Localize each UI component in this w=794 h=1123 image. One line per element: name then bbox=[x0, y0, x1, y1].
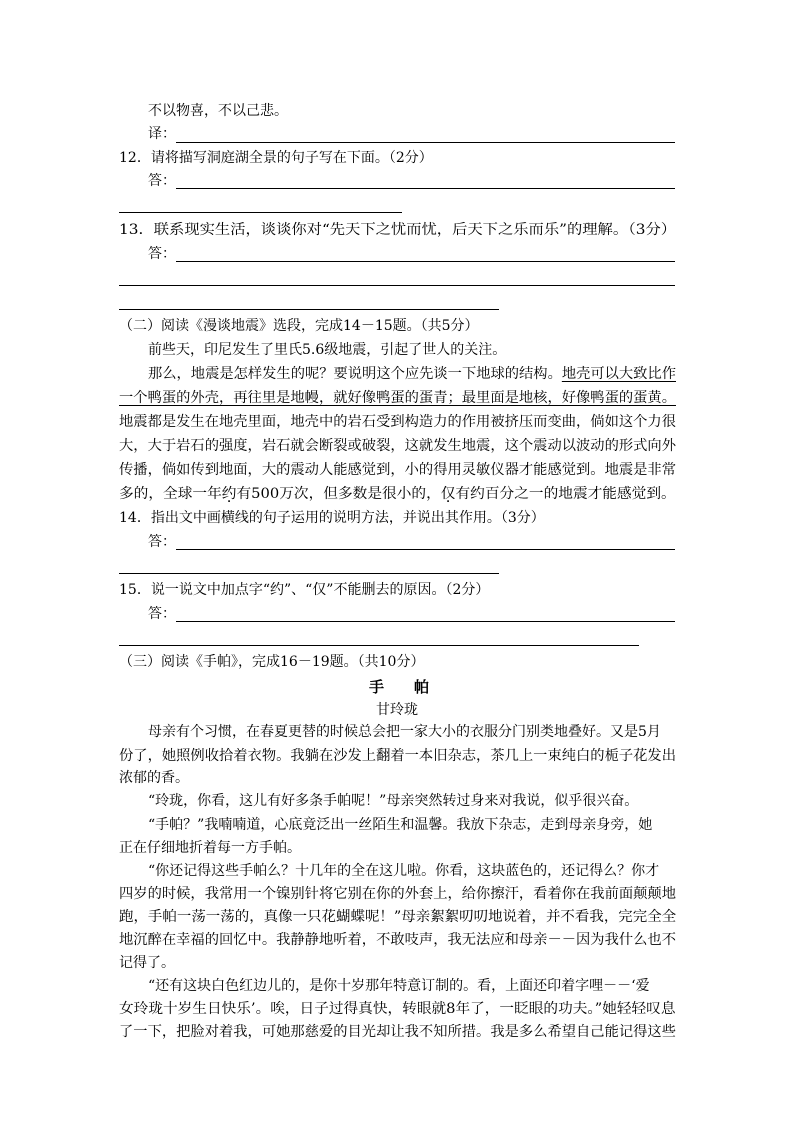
story-title bbox=[369, 677, 429, 697]
story-line: 母亲有个习惯，在春夏更替的时候总会把一家大小的衣服分门别类地叠好。又是5月 bbox=[148, 724, 661, 740]
underlined-sentence: 地壳可以大致比作 bbox=[561, 366, 676, 382]
passage-line: 传播，倘如传到地面，大的震动人能感觉到，小的得用灵敏仪器才能感觉到。地震是非常 bbox=[119, 462, 676, 478]
section-3-heading: （三）阅读《手帕》，完成16－19题。（共10分） bbox=[119, 654, 425, 670]
passage-line: 地震都是发生在地壳里面，地壳中的岩石受到构造力的作用被挤压而变曲，倘如这个力很 bbox=[119, 414, 676, 430]
story-line: 份了，她照例收拾着衣物。我躺在沙发上翻着一本旧杂志，茶几上一束纯白的栀子花发出 bbox=[119, 748, 676, 764]
story-line: 地沉醉在幸福的回忆中。我静静地听着，不敢吱声，我无法应和母亲－－因为我什么也不 bbox=[119, 932, 676, 948]
answer-line[interactable] bbox=[176, 142, 675, 143]
dotted-char: 仅 bbox=[440, 486, 456, 502]
title-char: 帕 bbox=[414, 678, 430, 696]
passage-text: 那么，地震是怎样发生的呢？要说明这个应先谈一下地球的结构。 bbox=[148, 366, 562, 382]
story-line: 四岁的时候，我常用一个镍别针将它别在你的外套上，给你擦汗，看着你在我前面颠颠地 bbox=[119, 886, 676, 902]
story-line: 浓郁的香。 bbox=[119, 770, 189, 786]
story-line: “玲珑，你看，这儿有好多条手帕呢！”母亲突然转过身来对我说，似乎很兴奋。 bbox=[148, 793, 639, 809]
story-line: 女玲珑十岁生日快乐’。唉，日子过得真快，转眼就8年了，一眨眼的功夫。”她轻轻叹息 bbox=[119, 1001, 676, 1017]
passage-line bbox=[119, 484, 676, 504]
story-line: “手帕？”我喃喃道，心底竟泛出一丝陌生和温馨。我放下杂志，走到母亲身旁，她 bbox=[148, 817, 653, 833]
answer-label: 答： bbox=[148, 173, 176, 189]
answer-line[interactable] bbox=[119, 212, 402, 213]
translation-label: 译： bbox=[148, 126, 176, 142]
answer-line[interactable] bbox=[119, 309, 499, 310]
story-line: “你还记得这些手帕么？十几年的全在这儿啦。你看，这块蓝色的，还记得么？你才 bbox=[148, 863, 660, 879]
passage-text: 有500万次，但多数是很小的， bbox=[236, 486, 441, 502]
story-line: 正在仔细地折着每一方手帕。 bbox=[119, 840, 301, 856]
title-char: 手 bbox=[369, 678, 385, 696]
answer-line[interactable] bbox=[119, 285, 675, 286]
section-2-heading: （二）阅读《漫谈地震》选段，完成14－15题。（共5分） bbox=[119, 318, 479, 334]
answer-line[interactable] bbox=[176, 261, 675, 262]
story-line: 跑，手帕一荡一荡的，真像一只花蝴蝶呢！”母亲絮絮叨叨地说着，并不看我，完完全全 bbox=[119, 909, 677, 925]
passage-text: 有约百分之一的地震才能感觉到。 bbox=[455, 486, 676, 502]
answer-label: 答： bbox=[148, 534, 176, 550]
answer-line[interactable] bbox=[119, 645, 639, 646]
answer-line[interactable] bbox=[119, 573, 499, 574]
underlined-sentence: 一个鸭蛋的外壳，再往里是地幔，就好像鸭蛋的蛋青；最里面是地核，好像鸭蛋的蛋黄。 bbox=[119, 390, 676, 406]
answer-label: 答： bbox=[148, 606, 176, 622]
passage-line: 前些天，印尼发生了里氏5.6级地震，引起了世人的关注。 bbox=[148, 342, 507, 358]
passage-text: 多的，全球一年 bbox=[119, 486, 222, 502]
story-line: 记得了。 bbox=[119, 955, 175, 971]
question-15: 15．说一说文中加点字“约”、“仅”不能删去的原因。（2分） bbox=[119, 582, 490, 598]
question-12: 12．请将描写洞庭湖全景的句子写在下面。（2分） bbox=[119, 150, 433, 166]
passage-line bbox=[148, 364, 676, 384]
passage-line: 大，大于岩石的强度，岩石就会断裂或破裂，这就发生地震，这个震动以波动的形式向外 bbox=[119, 438, 676, 454]
classical-excerpt: 不以物喜，不以己悲。 bbox=[148, 103, 288, 119]
dotted-char: 约 bbox=[221, 486, 237, 502]
answer-label: 答： bbox=[148, 246, 176, 262]
answer-line[interactable] bbox=[176, 621, 675, 622]
question-14: 14．指出文中画横线的句子运用的说明方法，并说出其作用。（3分） bbox=[119, 510, 545, 526]
answer-line[interactable] bbox=[176, 549, 675, 550]
story-line: “还有这块白色红边儿的，是你十岁那年特意订制的。看，上面还印着字哩－－‘爱 bbox=[148, 978, 650, 994]
story-author: 甘玲珑 bbox=[376, 702, 418, 718]
story-line: 了一下，把脸对着我，可她那慈爱的目光却让我不知所措。我是多么希望自己能记得这些 bbox=[119, 1024, 676, 1040]
answer-line[interactable] bbox=[176, 188, 675, 189]
question-13: 13．联系现实生活，谈谈你对“先天下之忧而忧，后天下之乐而乐”的理解。（3分） bbox=[119, 222, 677, 238]
